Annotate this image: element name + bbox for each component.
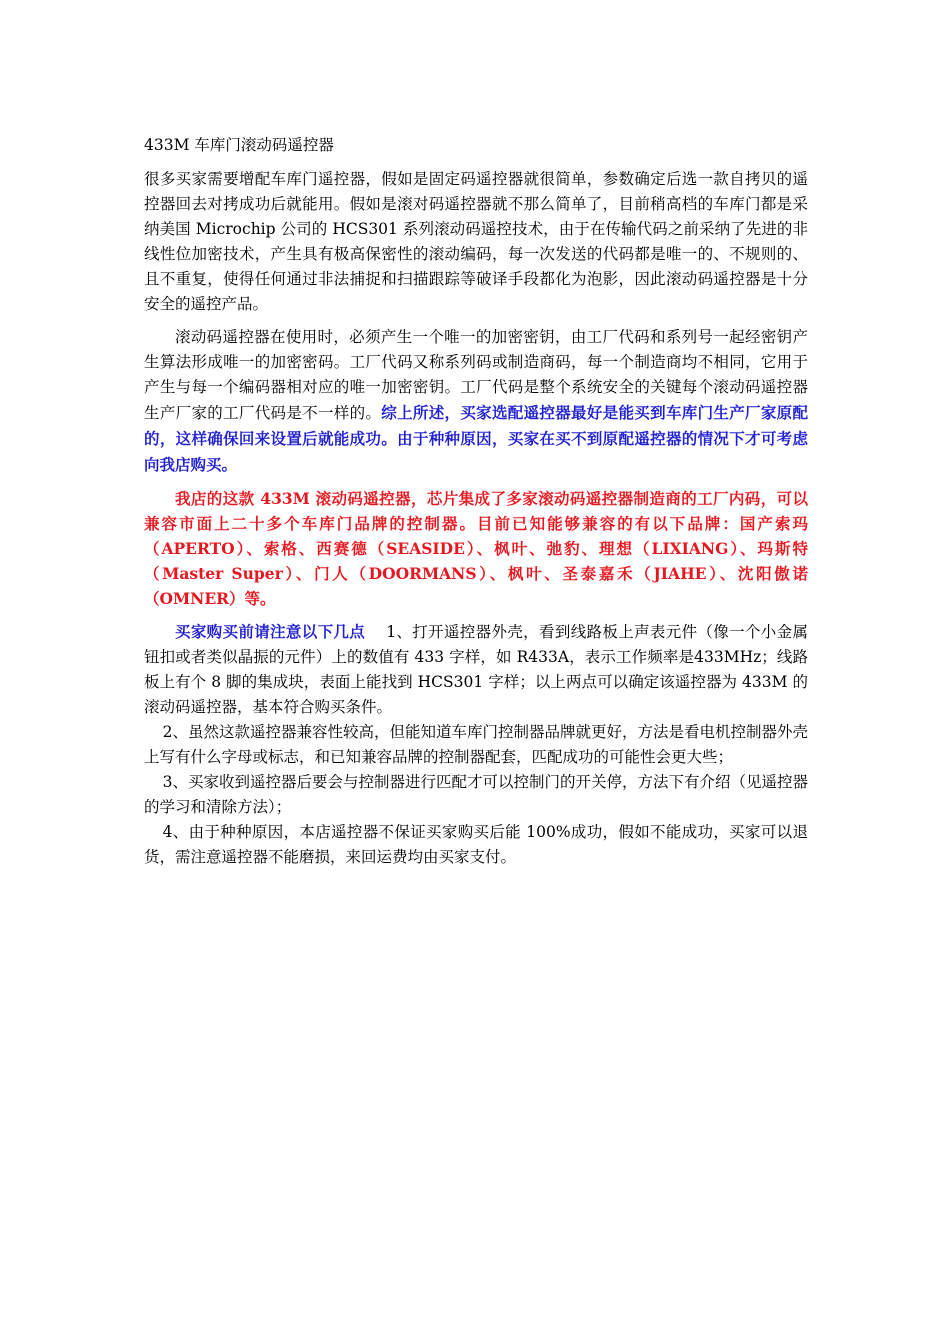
paragraph-purchase-note-3: 3、买家收到遥控器后要会与控制器进行匹配才可以控制门的开关停，方法下有介绍（见遥控器的学习和清除方法）； bbox=[144, 773, 808, 816]
paragraph-intro: 很多买家需要增配车库门遥控器，假如是固定码遥控器就很简单，参数确定后选一款自拷贝的遥控器回去对拷成功后就能用。假如是滚对码遥控器就不那么简单了，目前稍高档的车库门都是采纳美国 Microchip 公司的 HCS301 系列滚动码遥控技术，由于在传输代码之前采纳了先进的非线性位加密技术，产生具有极高保密性的滚动编码，每一次发送的代码都是唯一的、不规则的、且不重复，使得任何通过非法捕捉和扫描跟踪等破译手段都化为泡影，因此滚动码遥控器是十分安全的遥控产品。 bbox=[144, 170, 808, 313]
paragraph-purchase-note-4: 4、由于种种原因，本店遥控器不保证买家购买后能 100%成功，假如不能成功，买家可以退货，需注意遥控器不能磨损，来回运费均由买家支付。 bbox=[144, 823, 808, 866]
paragraph-rolling-code-highlight: 综上所述，买家选配遥控器最好是能买到车库门生产厂家原配的，这样确保回来设置后就能成功。由于种种原因，买家在买不到原配遥控器的情况下才可考虑向我店购买。 bbox=[144, 403, 808, 474]
document-body bbox=[144, 133, 808, 870]
purchase-note-1-text: 1、打开遥控器外壳，看到线路板上声表元件（像一个小金属钮扣或者类似晶振的元件）上的数值有 433 字样，如 R433A，表示工作频率是433MHz；线路板上有个 8 脚的集成块，表面上能找到 HCS301 字样；以上两点可以确定该遥控器为 433M 的滚动码遥控器，基本符合购买条件。 bbox=[144, 623, 808, 716]
paragraph-purchase-note-2: 2、虽然这款遥控器兼容性较高，但能知道车库门控制器品牌就更好，方法是看电机控制器外壳上写有什么字母或标志，和已知兼容品牌的控制器配套，匹配成功的可能性会更大些； bbox=[144, 723, 808, 766]
paragraph-compatible-brands: 我店的这款 433M 滚动码遥控器，芯片集成了多家滚动码遥控器制造商的工厂内码，可以兼容市面上二十多个车库门品牌的控制器。目前已知能够兼容的有以下品牌：国产索玛（APERTO）、索格、西赛德（SEASIDE）、枫叶、弛豹、理想（LIXIANG）、玛斯特（Master Super）、门人（DOORMANS）、枫叶、圣泰嘉禾（JIAHE）、沈阳傲诺（OMNER）等。 bbox=[144, 489, 808, 608]
paragraph-purchase-note-1 bbox=[144, 619, 808, 720]
purchase-note-spacer bbox=[365, 623, 386, 641]
paragraph-rolling-code-text: 滚动码遥控器在使用时，必须产生一个唯一的加密密钥，由工厂代码和系列号一起经密钥产生算法形成唯一的加密密码。工厂代码又称系列码或制造商码，每一个制造商均不相同，它用于产生与每一个编码器相对应的唯一加密密钥。工厂代码是整个系统安全的关键每个滚动码遥控器生产厂家的工厂代码是不一样的。 bbox=[144, 328, 808, 422]
purchase-notes-heading: 买家购买前请注意以下几点 bbox=[175, 622, 366, 641]
paragraph-rolling-code bbox=[144, 325, 808, 478]
document-title: 433M 车库门滚动码遥控器 bbox=[144, 136, 334, 154]
